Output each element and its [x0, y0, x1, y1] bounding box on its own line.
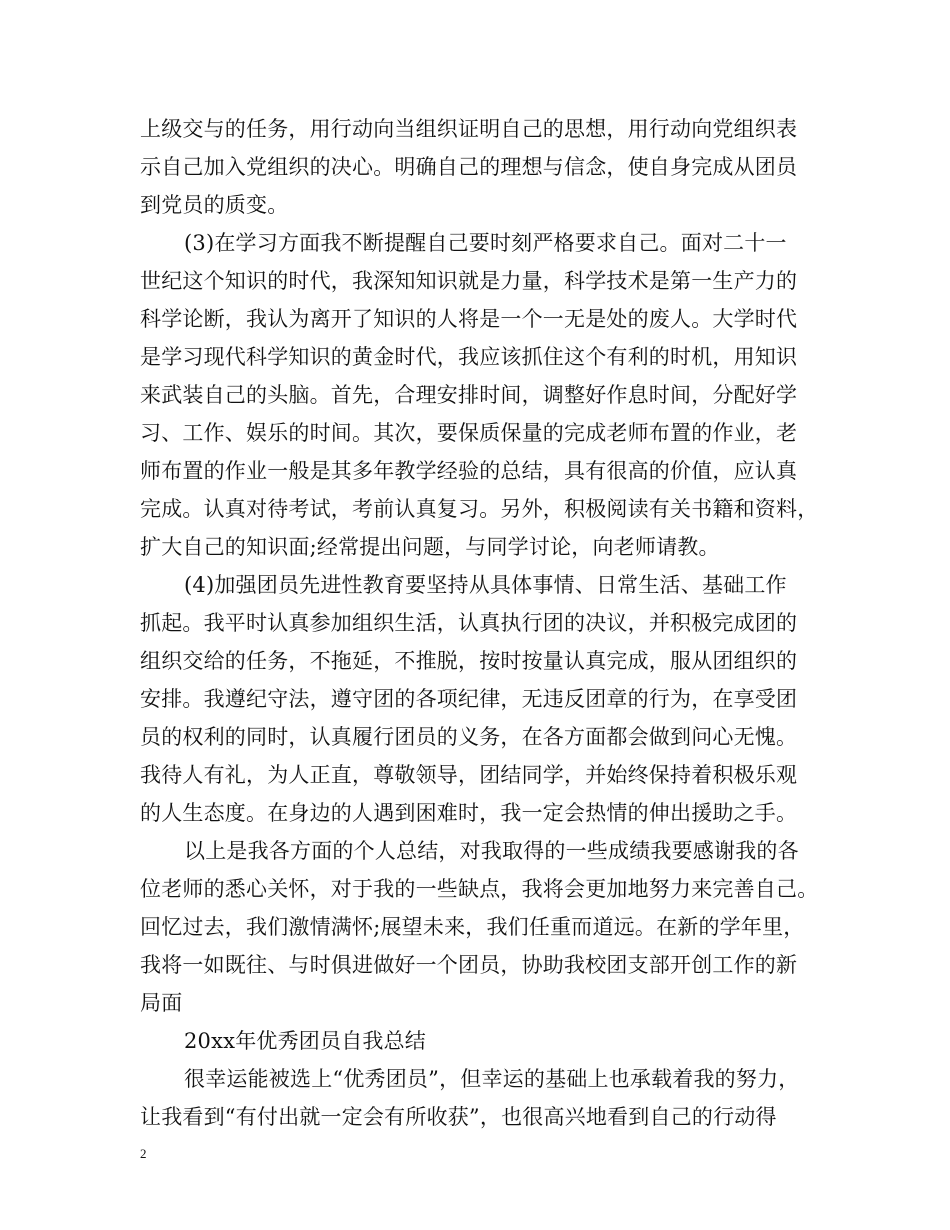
text-line: 我将一如既往、与时俱进做好一个团员，协助我校团支部开创工作的新	[140, 953, 798, 977]
text-line: 局面	[140, 991, 183, 1015]
text-line: 是学习现代科学知识的黄金时代，我应该抓住这个有利的时机，用知识	[140, 345, 798, 369]
text-line: 示自己加入党组织的决心。明确自己的理想与信念，使自身完成从团员	[140, 155, 798, 179]
text-line: 来武装自己的头脑。首先，合理安排时间，调整好作息时间，分配好学	[140, 383, 798, 407]
text-line: 位老师的悉心关怀，对于我的一些缺点，我将会更加地努力来完善自己。	[140, 877, 819, 901]
text-line: 习、工作、娱乐的时间。其次，要保质保量的完成老师布置的作业，老	[140, 421, 798, 445]
text-line: 完成。认真对待考试，考前认真复习。另外，积极阅读有关书籍和资料，	[140, 497, 819, 521]
paragraph-3-start: (3)在学习方面我不断提醒自己要时刻严格要求自己。面对二十一	[184, 231, 787, 255]
paragraph-4-start: (4)加强团员先进性教育要坚持从具体事情、日常生活、基础工作	[184, 573, 787, 597]
text-line: 师布置的作业一般是其多年教学经验的总结，具有很高的价值，应认真	[140, 459, 798, 483]
text-line: 扩大自己的知识面;经常提出问题，与同学讨论，向老师请教。	[140, 535, 720, 559]
text-line: 回忆过去，我们激情满怀;展望未来，我们任重而道远。在新的学年里，	[140, 915, 805, 939]
text-line: 的人生态度。在身边的人遇到困难时，我一定会热情的伸出援助之手。	[140, 801, 798, 825]
text-line: 到党员的质变。	[140, 193, 289, 217]
section-title: 20xx年优秀团员自我总结	[184, 1029, 427, 1053]
text-line: 组织交给的任务，不拖延，不推脱，按时按量认真完成，服从团组织的	[140, 649, 798, 673]
text-line: 安排。我遵纪守法，遵守团的各项纪律，无违反团章的行为，在享受团	[140, 687, 798, 711]
text-line: 员的权利的同时，认真履行团员的义务，在各方面都会做到问心无愧。	[140, 725, 798, 749]
text-line: 我待人有礼，为人正直，尊敬领导，团结同学，并始终保持着积极乐观	[140, 763, 798, 787]
text-line: 世纪这个知识的时代，我深知知识就是力量，科学技术是第一生产力的	[140, 269, 798, 293]
new-paragraph-start: 很幸运能被选上“优秀团员”，但幸运的基础上也承载着我的努力，	[184, 1067, 800, 1091]
text-line: 科学论断，我认为离开了知识的人将是一个一无是处的废人。大学时代	[140, 307, 798, 331]
text-line: 抓起。我平时认真参加组织生活，认真执行团的决议，并积极完成团的	[140, 611, 798, 635]
page-number: 2	[140, 1146, 147, 1161]
text-line: 上级交与的任务，用行动向当组织证明自己的思想，用行动向党组织表	[140, 117, 798, 141]
summary-paragraph-start: 以上是我各方面的个人总结，对我取得的一些成绩我要感谢我的各	[184, 839, 799, 863]
text-line: 让我看到“有付出就一定会有所收获”，也很高兴地看到自己的行动得	[140, 1105, 777, 1129]
